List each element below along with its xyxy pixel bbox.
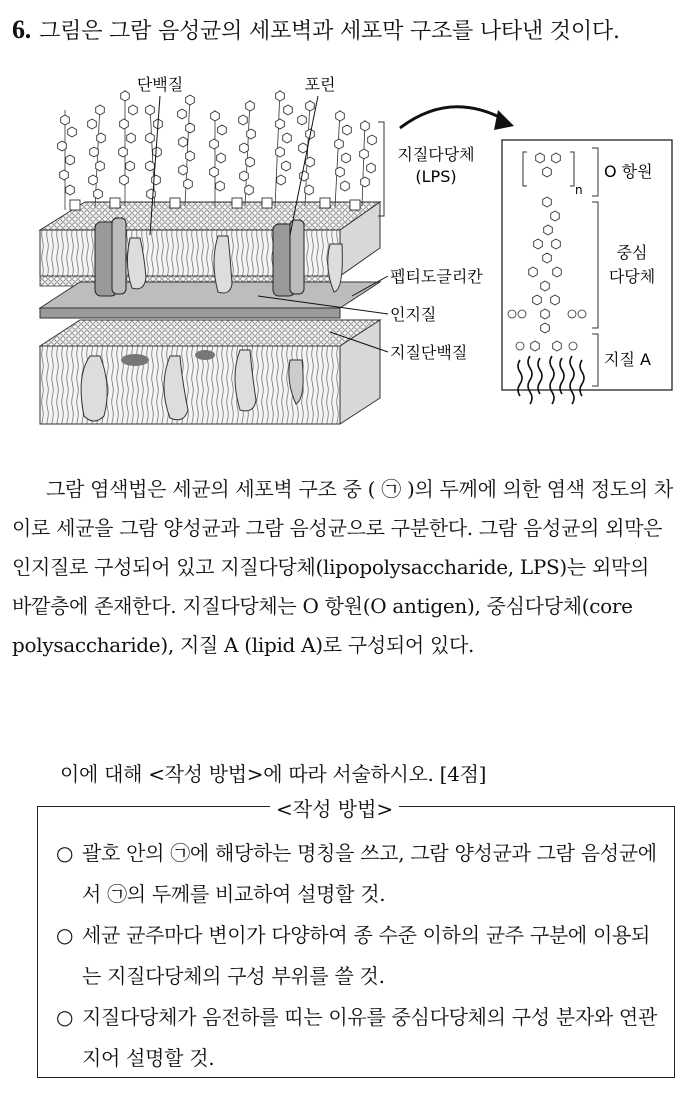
protein-label: 단백질	[136, 75, 184, 94]
lipoprotein-label: 지질단백질	[390, 343, 468, 362]
lps-label: 지질다당체	[397, 145, 475, 164]
phospholipid-label: 인지질	[390, 305, 437, 324]
method-box	[37, 797, 675, 1078]
method-item-text: 괄호 안의 ㉠에 해당하는 명칭을 쓰고, 그람 양성균과 그람 음성균에서 ㉠의 두께를 비교하여 설명할 것.	[82, 841, 657, 906]
core-label: 중심	[616, 243, 648, 262]
method-box-title: <작성 방법>	[270, 793, 399, 822]
repeat-n-label: n	[575, 183, 583, 197]
method-item	[56, 833, 662, 915]
lps-chains	[58, 90, 377, 210]
method-item-text: 세균 균주마다 변이가 다양하여 종 수준 이하의 균주 구분에 이용되는 지질다당체의 구성 부위를 쓸 것.	[82, 923, 651, 988]
method-item	[56, 997, 662, 1079]
arrow-head-icon	[494, 110, 514, 130]
method-item-text: 지질다당체가 음전하를 띠는 이유를 중심다당체의 구성 분자와 연관 지어 설명할 것.	[82, 1005, 657, 1070]
core-label-2: 다당체	[608, 267, 656, 286]
lipid-a-label: 지질 A	[604, 350, 651, 369]
question-number: 6.	[12, 15, 32, 44]
peptidoglycan-layer	[40, 282, 380, 318]
question-text: 그림은 그람 음성균의 세포벽과 세포막 구조를 나타낸 것이다.	[39, 19, 620, 44]
porin-label: 포린	[304, 75, 336, 94]
method-list	[56, 833, 662, 1079]
o-antigen-label: O 항원	[604, 162, 653, 181]
passage	[12, 470, 674, 665]
passage-paragraph: 그람 염색법은 세균의 세포벽 구조 중 ( ㉠ )의 두께에 의한 염색 정도의 차이로 세균을 그람 양성균과 그람 음성균으로 구분한다. 그람 음성균의 외막은 인지질로 구성되어 있고 지질다당체(lipopolysaccharide, LPS)는 외막의 바깥층에 존재한다. 지질다당체는 O 항원(O antigen), 중심다당체(core polysaccharide), 지질 A (lipid A)로 구성되어 있다.	[12, 477, 673, 657]
question-header	[12, 14, 620, 45]
bullet-icon: ○	[56, 1005, 74, 1029]
inner-membrane	[40, 320, 380, 424]
method-item	[56, 915, 662, 997]
instruction: 이에 대해 <작성 방법>에 따라 서술하시오. [4점]	[60, 762, 487, 786]
peptidoglycan-label: 펩티도글리칸	[390, 267, 483, 286]
bullet-icon: ○	[56, 841, 74, 865]
arrow-icon	[400, 107, 505, 128]
lps-label-abbr: (LPS)	[415, 167, 457, 186]
bullet-icon: ○	[56, 923, 74, 947]
cell-wall-figure	[0, 60, 686, 460]
lps-structure-inset	[502, 140, 672, 404]
